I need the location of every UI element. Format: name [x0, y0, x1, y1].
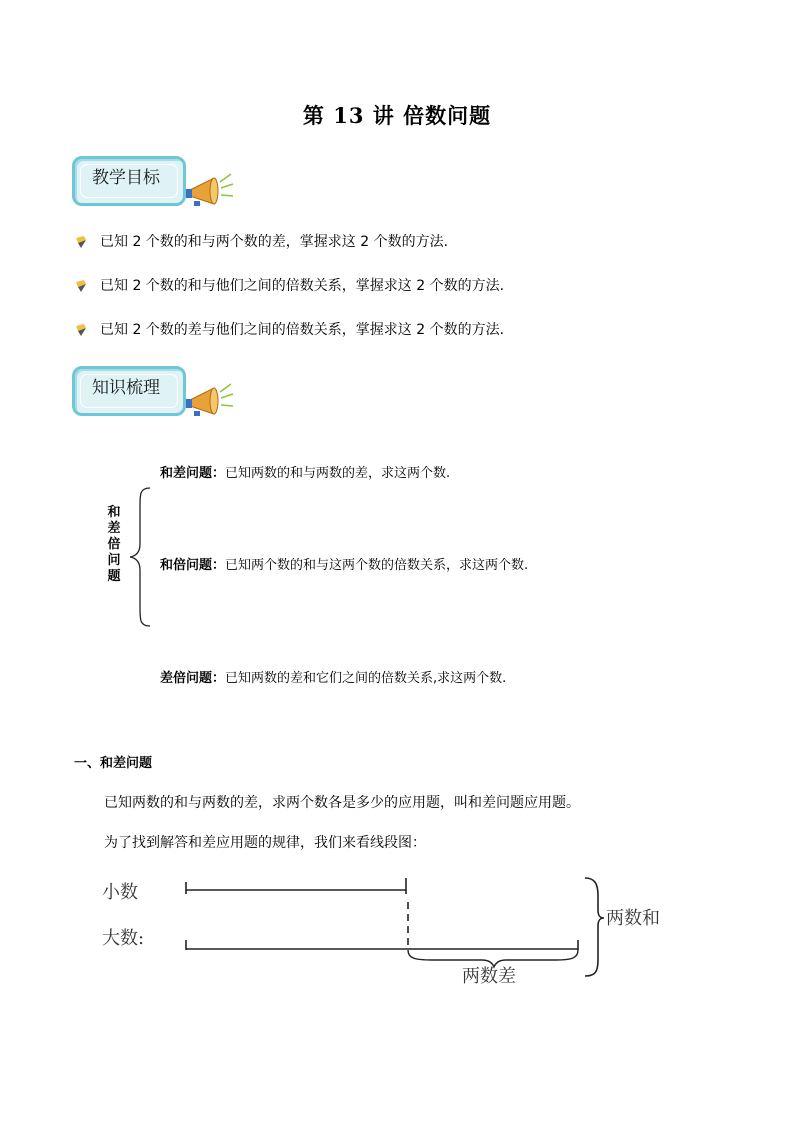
- section-badge-knowledge: [72, 366, 182, 412]
- section-heading-sum-diff: 一、和差问题: [74, 756, 153, 771]
- section-title-knowledge: 知识梳理: [92, 378, 160, 398]
- goal-item: 已知 2 个数的和与他们之间的倍数关系，掌握求这 2 个数的方法.: [74, 276, 504, 296]
- pencil-bullet-icon: [74, 279, 88, 293]
- page-title: 第 13 讲 倍数问题: [302, 103, 492, 128]
- paragraph: 为了找到解答和差应用题的规律，我们来看线段图：: [104, 835, 426, 851]
- difference-brace: [408, 950, 578, 967]
- big-number-label: 大数:: [102, 928, 145, 949]
- pencil-bullet-icon: [74, 323, 88, 337]
- megaphone-icon: [184, 378, 234, 418]
- megaphone-icon: [184, 168, 234, 208]
- section-title-goals: 教学目标: [92, 168, 160, 188]
- knowledge-item-sum-multiple: 和倍问题：已知两个数的和与这两个数的倍数关系，求这两个数.: [160, 558, 529, 573]
- sum-label: 两数和: [606, 908, 660, 929]
- sum-brace: [585, 878, 604, 976]
- goal-item: 已知 2 个数的差与他们之间的倍数关系，掌握求这 2 个数的方法.: [74, 320, 504, 340]
- difference-label: 两数差: [462, 966, 516, 987]
- segment-diagram: [170, 870, 610, 985]
- knowledge-vertical-label: 和 差 倍 问 题: [107, 505, 121, 584]
- knowledge-item-diff-multiple: 差倍问题：已知两数的差和它们之间的倍数关系,求这两个数.: [160, 671, 507, 686]
- small-number-label: 小数: [102, 882, 138, 903]
- paragraph: 已知两数的和与两数的差，求两个数各是多少的应用题，叫和差问题应用题。: [104, 795, 580, 811]
- pencil-bullet-icon: [74, 235, 88, 249]
- curly-brace: [126, 486, 156, 628]
- goal-item: 已知 2 个数的和与两个数的差，掌握求这 2 个数的方法.: [74, 232, 448, 252]
- knowledge-item-sum-diff: 和差问题：已知两数的和与两数的差，求这两个数.: [160, 466, 451, 481]
- section-badge-goals: [72, 156, 182, 202]
